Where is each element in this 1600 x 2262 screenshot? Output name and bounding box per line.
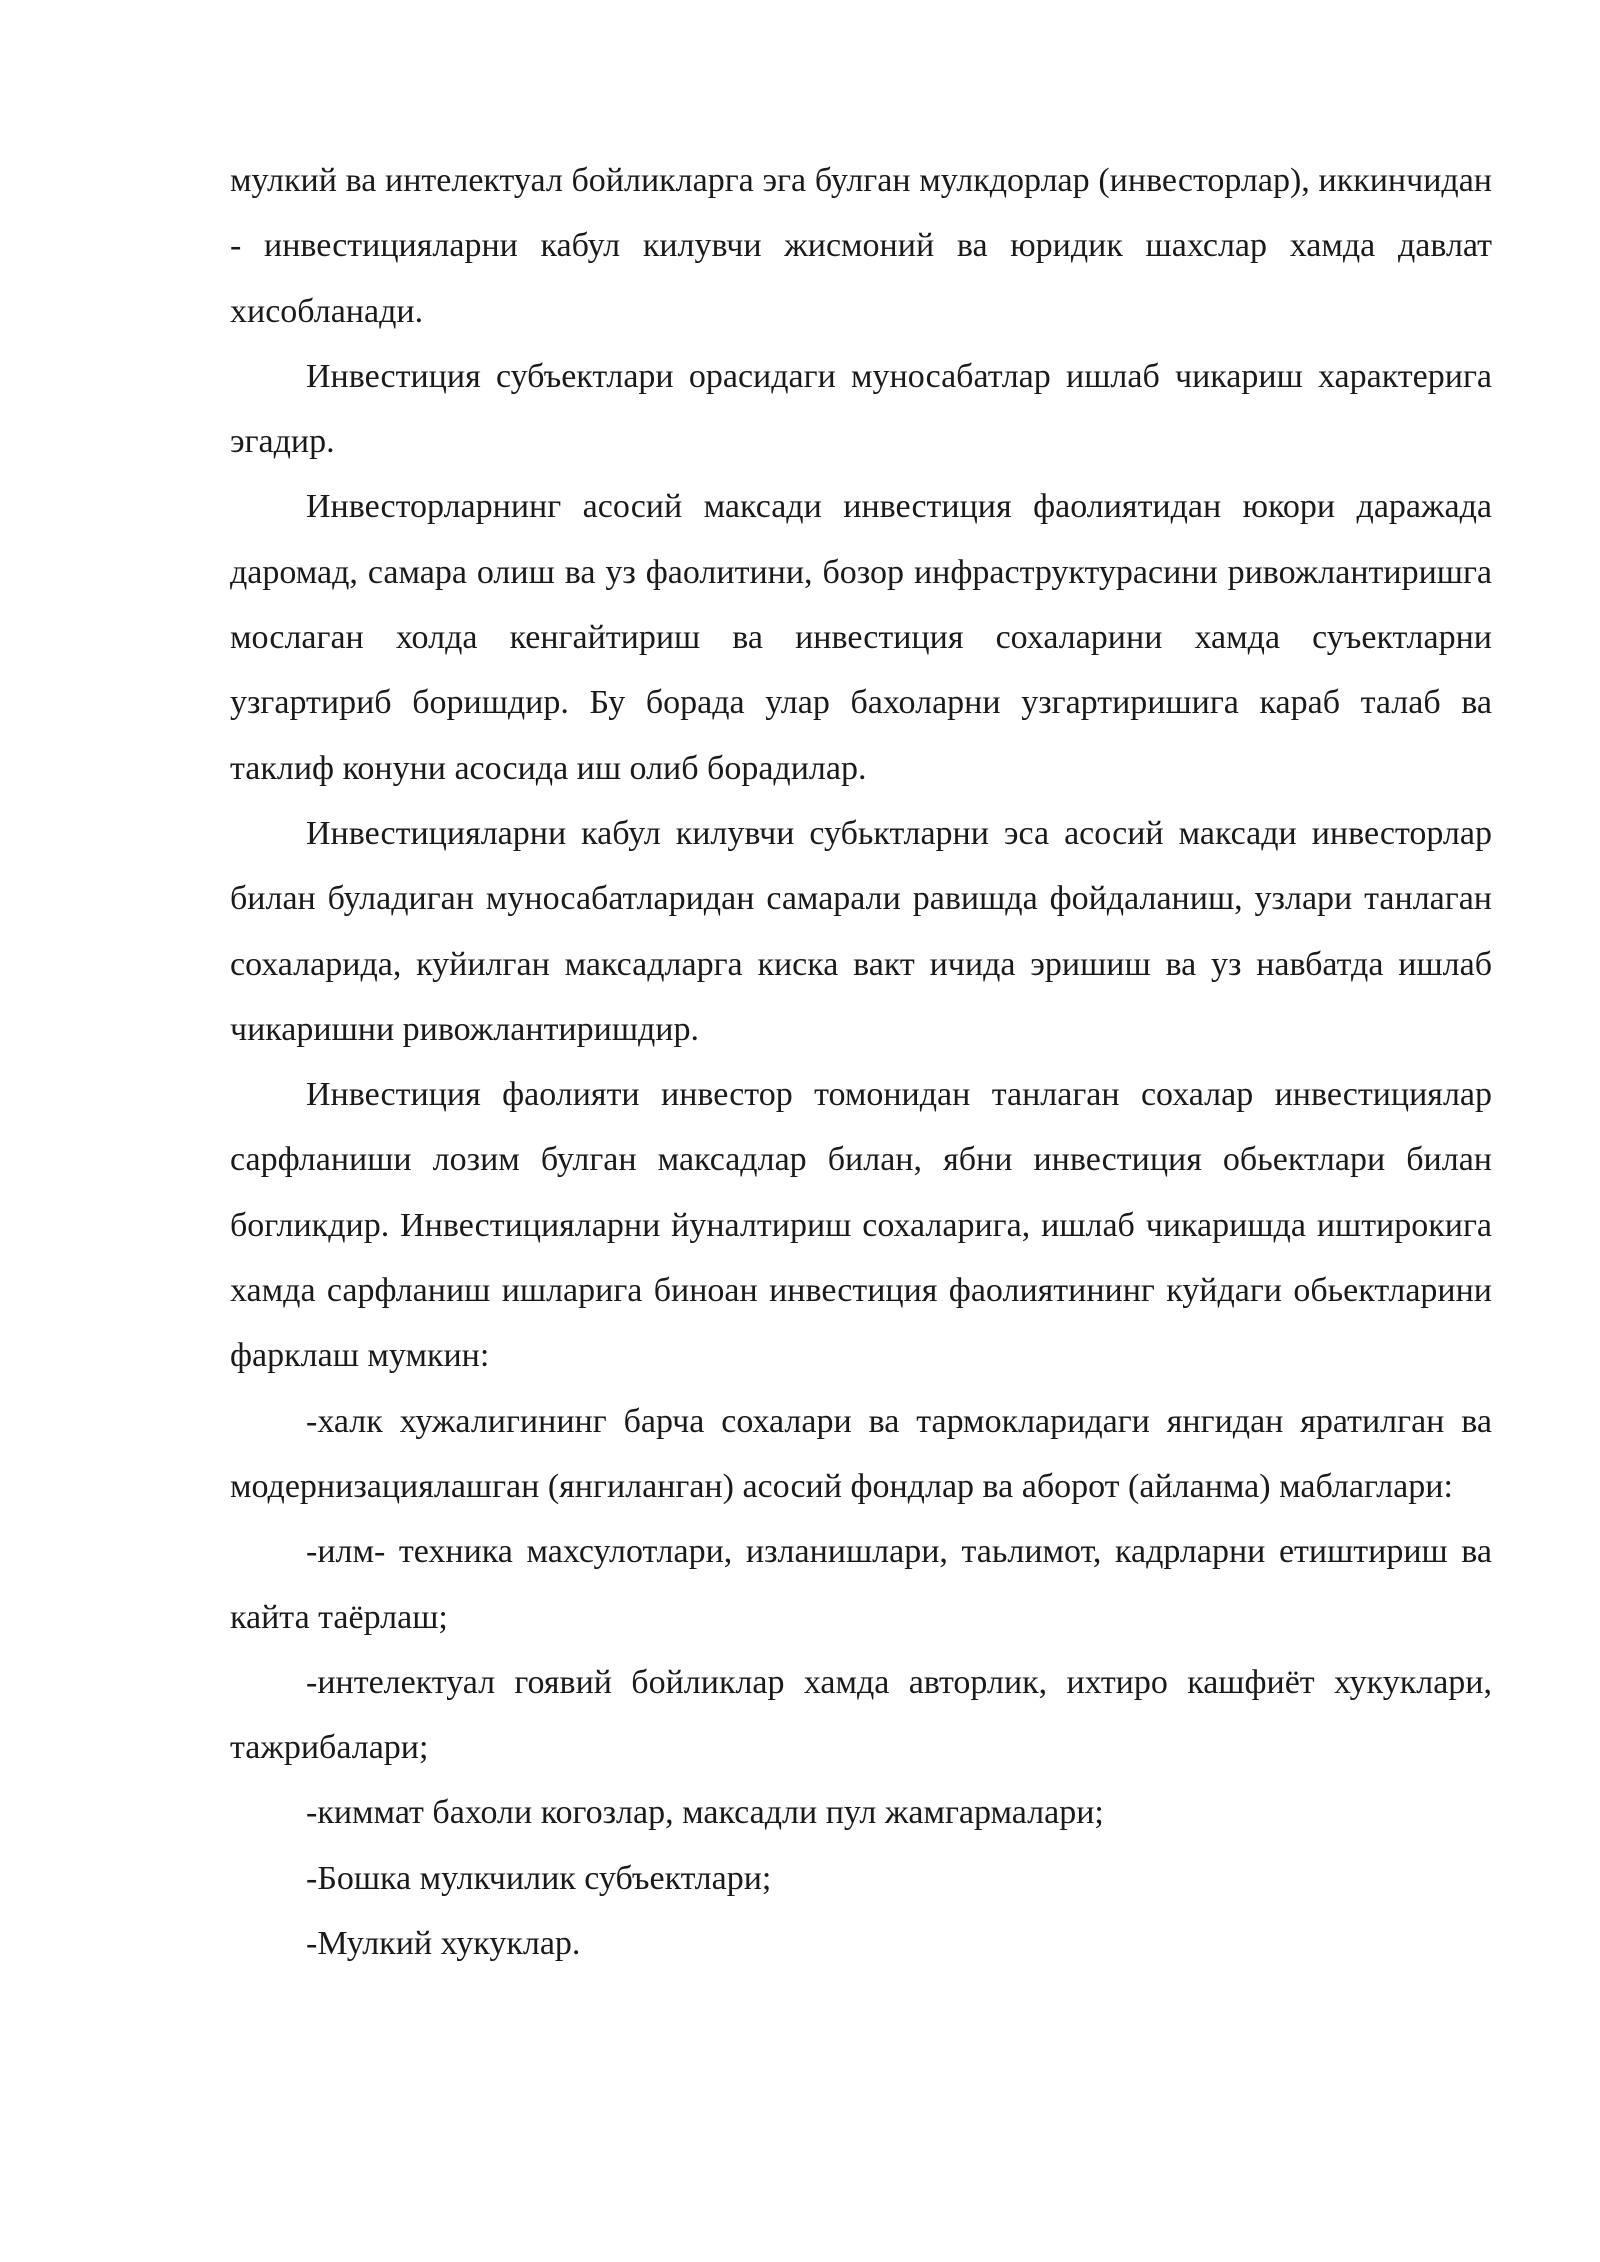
list-dash: - bbox=[306, 1402, 318, 1440]
list-item-text: илм- техника махсулотлари, изланишлари, таьлимот, кадрларни етиштириш ва кайта таёрлаш; bbox=[230, 1533, 1492, 1636]
list-dash: - bbox=[306, 1533, 318, 1571]
document-page bbox=[230, 148, 1492, 1976]
list-item-text: интелектуал гоявий бойликлар хамда авторлик, ихтиро кашфиёт хукуклари, тажрибалари; bbox=[230, 1663, 1492, 1767]
paragraph-investment-objects: Инвестиция фаолияти инвестор томонидан танлаган сохалар инвестициялар сарфланиши лозим булган максадлар билан, ябни инвестиция обьектлари билан богликдир. Инвестицияларни йуналтириш сохаларига, ишлаб чикаришда иштирокига хамда сарфланиш ишларига биноан инвестиция фаолиятининг куйдаги обьектларини фарклаш мумкин: bbox=[230, 1076, 1492, 1375]
list-item-text: Мулкий хукуклар. bbox=[317, 1925, 581, 1963]
list-item bbox=[230, 1519, 1492, 1650]
list-item bbox=[230, 1650, 1492, 1781]
paragraph-continued: мулкий ва интелектуал бойликларга эга булган мулкдорлар (инвесторлар), иккинчидан - инвестицияларни кабул килувчи жисмоний ва юридик шахслар хамда давлат хисобланади. bbox=[230, 162, 1492, 330]
list-item bbox=[230, 1911, 1492, 1976]
list-item-text: киммат бахоли когозлар, максадли пул жамгармалари; bbox=[317, 1794, 1104, 1832]
paragraph-recipient-goals: Инвестицияларни кабул килувчи субьктларни эса асосий максади инвесторлар билан буладиган муносабатларидан самарали равишда фойдаланиш, узлари танлаган сохаларида, куйилган максадларга киска вакт ичида эришиш ва уз навбатда ишлаб чикаришни ривожлантиришдир. bbox=[230, 814, 1492, 1048]
list-dash: - bbox=[306, 1663, 318, 1701]
list-item bbox=[230, 1780, 1492, 1845]
list-item bbox=[230, 1846, 1492, 1911]
list-item-text: халк хужалигининг барча сохалари ва тармокларидаги янгидан яратилган ва модернизациялашган (янгиланган) асосий фондлар ва аборот (айланма) маблаглари: bbox=[230, 1402, 1492, 1505]
paragraph-investor-goals: Инвесторларнинг асосий максади инвестиция фаолиятидан юкори даражада даромад, самара олиш ва уз фаолитини, бозор инфраструктурасини ривожлантиришга мослаган холда кенгайтириш ва инвестиция сохаларини хамда суъектларни узгартириб боришдир. Бу борада улар бахоларни узгартиришига караб талаб ва таклиф конуни асосида иш олиб борадилар. bbox=[230, 488, 1492, 787]
paragraph-subjects-relations: Инвестиция субъектлари орасидаги муносабатлар ишлаб чикариш характерига эгадир. bbox=[230, 357, 1492, 461]
list-dash: - bbox=[306, 1859, 318, 1897]
list-item bbox=[230, 1389, 1492, 1520]
list-dash: - bbox=[306, 1925, 318, 1963]
list-item-text: Бошка мулкчилик субъектлари; bbox=[317, 1859, 772, 1897]
list-dash: - bbox=[306, 1794, 318, 1832]
